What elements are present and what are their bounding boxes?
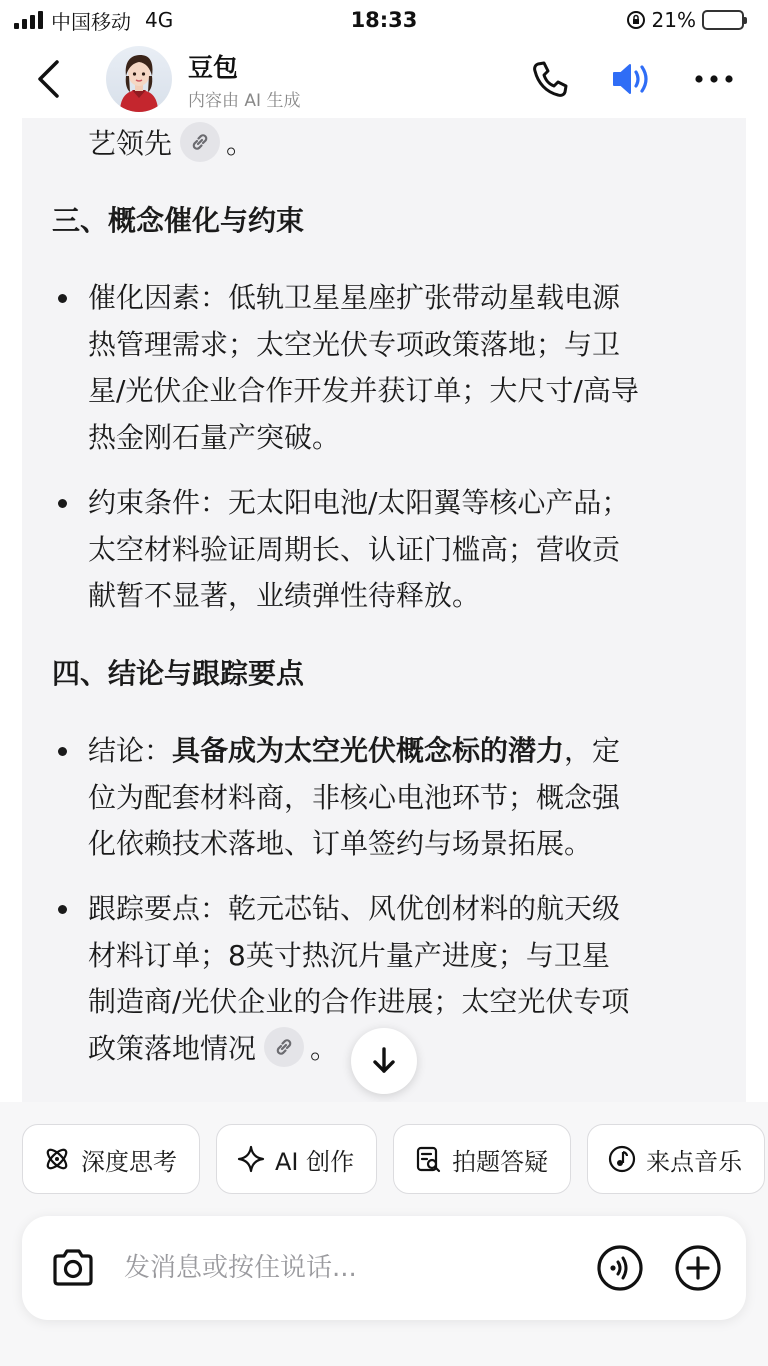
plus-circle-icon: [674, 1244, 722, 1292]
quick-actions: [22, 1124, 765, 1194]
battery-percent: 21%: [651, 8, 696, 32]
bullet-bold-text: 具备成为太空光伏概念标的潜力: [172, 734, 565, 767]
back-button[interactable]: [20, 49, 76, 109]
bullet-line: 材料订单；8英寸热沉片量产进度；与卫星: [88, 938, 610, 972]
chevron-left-icon: [35, 59, 61, 99]
signal-icon: [14, 11, 43, 29]
bullet-line: 热金刚石量产突破。: [88, 420, 341, 454]
bullet-line: 政策落地情况: [88, 1031, 257, 1065]
voice-button[interactable]: [596, 1244, 644, 1292]
carrier-name: 中国移动: [51, 9, 131, 34]
quick-action-ai-create[interactable]: [216, 1124, 377, 1194]
bullet-line: 约束条件：无太阳电池/太阳翼等核心产品；: [88, 486, 630, 519]
more-dots-icon: [694, 74, 734, 84]
bullet-dot: [58, 499, 67, 508]
intro-end-punct: 。: [226, 127, 255, 160]
section-title-4: 四、结论与跟踪要点: [52, 657, 305, 690]
link-icon: [189, 131, 211, 153]
bullet-dot: [58, 294, 67, 303]
speaker-button[interactable]: [606, 53, 658, 105]
bullet-line: 热管理需求；太空光伏专项政策落地；与卫: [88, 327, 621, 361]
quick-action-label: 来点音乐: [646, 1147, 743, 1176]
list-item: [52, 728, 722, 868]
message-input[interactable]: [124, 1253, 596, 1283]
ai-generated-note: 内容由 AI 生成: [188, 90, 301, 111]
status-time: 18:33: [350, 8, 418, 32]
orientation-lock-icon: [626, 10, 646, 30]
scroll-to-bottom-button[interactable]: [351, 1028, 417, 1094]
quick-action-label: 拍题答疑: [452, 1147, 549, 1176]
bullet-line: 制造商/光伏企业的合作进展；太空光伏专项: [88, 985, 630, 1018]
status-right: [626, 8, 744, 32]
list-item: [52, 480, 722, 620]
call-button[interactable]: [524, 53, 576, 105]
chat-header: [0, 40, 768, 118]
bullet-line: 跟踪要点：乾元芯钻、风优创材料的航天级: [88, 892, 621, 925]
music-note-icon: [608, 1145, 636, 1173]
reference-link-button[interactable]: [264, 1027, 304, 1067]
bullet-line: 催化因素：低轨卫星星座扩张带动星载电源: [88, 281, 621, 314]
section-title-3: 三、概念催化与约束: [52, 204, 305, 237]
bullet-dot: [58, 905, 67, 914]
quick-action-label: AI 创作: [275, 1147, 355, 1176]
bullet-prefix: 结论：: [88, 734, 173, 767]
bullet-text: [88, 275, 722, 461]
bullet-text: [88, 480, 722, 620]
reference-link-button[interactable]: [180, 122, 220, 162]
phone-icon: [530, 59, 570, 99]
quick-action-label: 深度思考: [81, 1147, 177, 1176]
more-button[interactable]: [688, 53, 740, 105]
header-actions: [524, 53, 748, 105]
bullet-text: [88, 728, 722, 868]
end-punct: 。: [310, 1031, 339, 1065]
chat-title: 豆包: [188, 52, 239, 82]
bullet-line: 太空材料验证周期长、认证门槛高；营收贡: [88, 532, 621, 566]
message-input-bar: [22, 1216, 746, 1320]
avatar[interactable]: [106, 46, 172, 112]
list-item: [52, 275, 722, 461]
avatar-portrait-icon: [106, 46, 172, 112]
input-actions: [596, 1244, 722, 1292]
scan-question-icon: [414, 1145, 442, 1173]
atom-icon: [43, 1145, 71, 1173]
bullet-line: 星/光伏企业合作开发并获订单；大尺寸/高导: [88, 374, 639, 407]
add-button[interactable]: [674, 1244, 722, 1292]
link-icon: [273, 1036, 295, 1058]
quick-action-photo-question[interactable]: [393, 1124, 571, 1194]
ai-message-bubble: [22, 118, 746, 1102]
network-type: 4G: [145, 8, 174, 32]
composer-area: [0, 1102, 768, 1366]
intro-tail-line: [88, 121, 254, 168]
voice-wave-icon: [596, 1244, 644, 1292]
bullet-line: 化依赖技术落地、订单签约与场景拓展。: [88, 827, 593, 860]
bullet-suffix: ，定: [564, 734, 621, 767]
camera-button[interactable]: [50, 1248, 96, 1288]
header-text: [188, 48, 300, 111]
bullet-line: 位为配套材料商，非核心电池环节；概念强: [88, 780, 621, 814]
intro-tail-text: 艺领先: [88, 127, 173, 160]
quick-action-deep-think[interactable]: [22, 1124, 200, 1194]
battery-icon: [702, 10, 744, 30]
sparkle-icon: [237, 1145, 265, 1173]
arrow-down-icon: [370, 1046, 398, 1076]
camera-icon: [50, 1248, 96, 1288]
quick-action-music[interactable]: [587, 1124, 765, 1194]
status-bar: [0, 0, 768, 40]
bullet-dot: [58, 747, 67, 756]
status-left: [14, 6, 173, 35]
speaker-icon: [610, 59, 654, 99]
bullet-line: 献暂不显著，业绩弹性待释放。: [88, 579, 481, 612]
